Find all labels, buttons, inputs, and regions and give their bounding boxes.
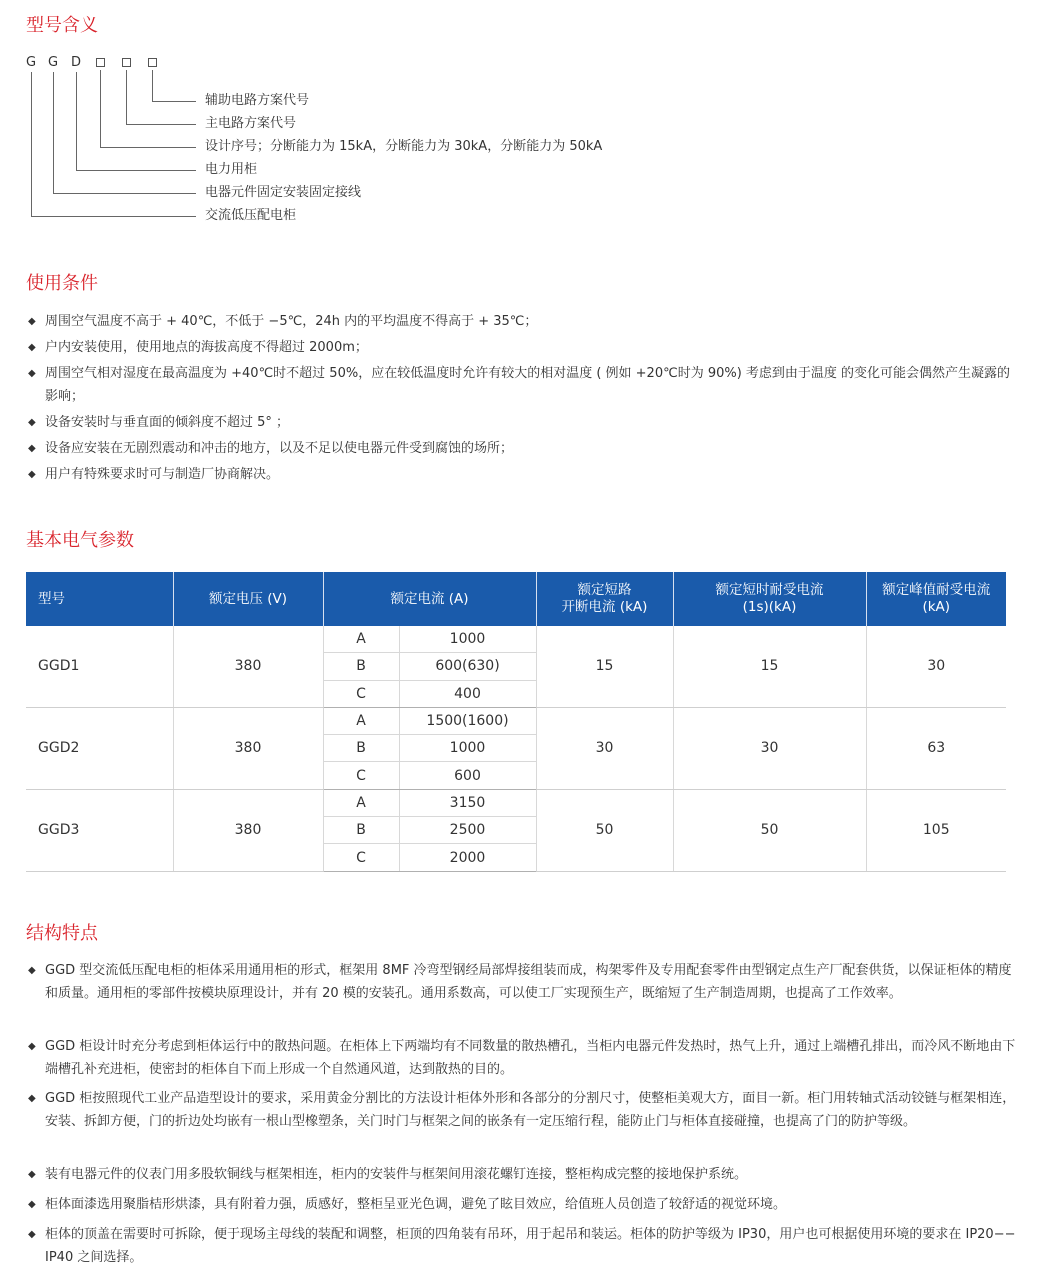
cell-grade: C bbox=[323, 844, 399, 871]
params-title: 基本电气参数 bbox=[26, 530, 134, 551]
header-current: 额定电流 (A) bbox=[323, 572, 536, 626]
code-placeholder-box-3 bbox=[148, 58, 157, 67]
connector-line-design-h bbox=[100, 147, 196, 148]
condition-item: ◆ 设备应安装在无剧烈震动和冲击的地方，以及不足以使电器元件受到腐蚀的场所； bbox=[28, 437, 1018, 460]
cell-peak: 30 bbox=[866, 626, 1006, 707]
cell-grade: A bbox=[323, 707, 399, 734]
structure-item: ◆ 装有电器元件的仪表门用多股软铜线与框架相连，柜内的安装件与框架间用滚花螺钉连接，整柜构成完整的接地保护系统。 bbox=[28, 1163, 1018, 1186]
structure-item: ◆ GGD 型交流低压配电柜的柜体采用通用柜的形式，框架用 8MF 冷弯型钢经局部焊接组装而成，构架零件及专用配套零件由型钢定点生产厂配套供货，以保证柜体的精度和质量。通用柜的零部件按模块原理设计，并有 20 模的安装孔。通用系数高，可以使工厂实现预生产，既缩短了生产制造周期，也提高了工作效率。 bbox=[28, 959, 1018, 1005]
cell-grade: B bbox=[323, 653, 399, 680]
cell-model: GGD3 bbox=[26, 789, 173, 871]
connector-line-main-h bbox=[126, 124, 196, 125]
cell-current: 3150 bbox=[399, 789, 536, 816]
code-letter-g1: G bbox=[26, 55, 37, 70]
code-letter-g2: G bbox=[48, 55, 59, 70]
connector-line-design bbox=[100, 70, 101, 147]
bullet-diamond-icon: ◆ bbox=[28, 1199, 36, 1210]
cell-short-time: 15 bbox=[673, 626, 866, 707]
structure-item: ◆ 柜体的顶盖在需要时可拆除，便于现场主母线的装配和调整，柜顶的四角装有吊环，用于起吊和装运。柜体的防护等级为 IP30，用户也可根据使用环境的要求在 IP20−− IP40 之间选择。 bbox=[28, 1223, 1018, 1269]
table-row bbox=[26, 707, 1006, 734]
cell-current: 2000 bbox=[399, 844, 536, 871]
header-peak: 额定峰值耐受电流 (kA) bbox=[866, 572, 1006, 626]
connector-line-aux-h bbox=[152, 101, 196, 102]
model-label-fixed-install: 电器元件固定安装固定接线 bbox=[205, 185, 362, 200]
cell-grade: B bbox=[323, 817, 399, 844]
bullet-diamond-icon: ◆ bbox=[28, 965, 36, 976]
table-header-row bbox=[26, 572, 1006, 626]
connector-line-main bbox=[126, 70, 127, 124]
condition-item: ◆ 周围空气相对湿度在最高温度为 +40℃时不超过 50%，应在较低温度时允许有较大的相对温度 ( 例如 +20℃时为 90%) 考虑到由于温度 的变化可能会偶然产生凝露的影响； bbox=[28, 362, 1018, 408]
bullet-diamond-icon: ◆ bbox=[28, 1041, 36, 1052]
connector-line-power-h bbox=[76, 170, 196, 171]
cell-grade: A bbox=[323, 789, 399, 816]
code-placeholder-box-1 bbox=[96, 58, 105, 67]
bullet-diamond-icon: ◆ bbox=[28, 1093, 36, 1104]
model-label-aux-circuit: 辅助电路方案代号 bbox=[205, 93, 310, 108]
structure-item: ◆ GGD 柜按照现代工业产品造型设计的要求，采用黄金分割比的方法设计柜体外形和各部分的分割尺寸，使整柜美观大方，面目一新。柜门用转轴式活动铰链与框架相连，安装、拆卸方便，门的折边处均嵌有一根山型橡塑条，关门时门与框架之间的嵌条有一定压缩行程，能防止门与柜体直接碰撞，也提高了门的防护等级。 bbox=[28, 1087, 1018, 1133]
condition-item: ◆ 周围空气温度不高于 + 40℃，不低于 −5℃，24h 内的平均温度不得高于 + 35℃； bbox=[28, 310, 1018, 333]
header-breaking: 额定短路 开断电流 (kA) bbox=[536, 572, 673, 626]
cell-grade: A bbox=[323, 626, 399, 653]
connector-line-power bbox=[76, 72, 77, 170]
header-model: 型号 bbox=[26, 572, 173, 626]
condition-item: ◆ 设备安装时与垂直面的倾斜度不超过 5° ； bbox=[28, 411, 1018, 434]
header-short-time: 额定短时耐受电流 (1s)(kA) bbox=[673, 572, 866, 626]
cell-grade: C bbox=[323, 680, 399, 707]
bullet-diamond-icon: ◆ bbox=[28, 368, 36, 379]
cell-voltage: 380 bbox=[173, 707, 323, 789]
cell-short-time: 30 bbox=[673, 707, 866, 789]
bullet-diamond-icon: ◆ bbox=[28, 443, 36, 454]
cell-voltage: 380 bbox=[173, 789, 323, 871]
params-table bbox=[26, 572, 1006, 872]
code-letter-d: D bbox=[71, 55, 82, 70]
cell-model: GGD2 bbox=[26, 707, 173, 789]
connector-line-aux bbox=[152, 70, 153, 101]
table-row bbox=[26, 789, 1006, 816]
model-label-power-cabinet: 电力用柜 bbox=[205, 162, 258, 177]
structure-item: ◆ 柜体面漆选用聚脂桔形烘漆，具有附着力强，质感好，整柜呈亚光色调，避免了眩目效应，给值班人员创造了较舒适的视觉环境。 bbox=[28, 1193, 1018, 1216]
cell-short-time: 50 bbox=[673, 789, 866, 871]
structure-item: ◆ GGD 柜设计时充分考虑到柜体运行中的散热问题。在柜体上下两端均有不同数量的散热槽孔，当柜内电器元件发热时，热气上升，通过上端槽孔排出，而冷风不断地由下端槽孔补充进柜，使密封的柜体自下而上形成一个自然通风道，达到散热的目的。 bbox=[28, 1035, 1018, 1081]
model-meaning-title: 型号含义 bbox=[26, 15, 98, 36]
cell-breaking: 50 bbox=[536, 789, 673, 871]
cell-model: GGD1 bbox=[26, 626, 173, 707]
cell-breaking: 30 bbox=[536, 707, 673, 789]
bullet-diamond-icon: ◆ bbox=[28, 469, 36, 480]
connector-line-fixed bbox=[53, 72, 54, 193]
bullet-diamond-icon: ◆ bbox=[28, 417, 36, 428]
bullet-diamond-icon: ◆ bbox=[28, 342, 36, 353]
structure-title: 结构特点 bbox=[26, 923, 98, 944]
header-voltage: 额定电压 (V) bbox=[173, 572, 323, 626]
condition-item: ◆ 户内安装使用，使用地点的海拔高度不得超过 2000m； bbox=[28, 336, 1018, 359]
connector-line-ac-h bbox=[31, 216, 196, 217]
cell-peak: 105 bbox=[866, 789, 1006, 871]
cell-current: 2500 bbox=[399, 817, 536, 844]
condition-item: ◆ 用户有特殊要求时可与制造厂协商解决。 bbox=[28, 463, 1018, 486]
cell-current: 600(630) bbox=[399, 653, 536, 680]
bullet-diamond-icon: ◆ bbox=[28, 316, 36, 327]
cell-voltage: 380 bbox=[173, 626, 323, 707]
cell-grade: B bbox=[323, 735, 399, 762]
cell-current: 1500(1600) bbox=[399, 707, 536, 734]
cell-current: 400 bbox=[399, 680, 536, 707]
cell-current: 1000 bbox=[399, 735, 536, 762]
model-label-main-circuit: 主电路方案代号 bbox=[205, 116, 297, 131]
connector-line-ac bbox=[31, 72, 32, 216]
conditions-title: 使用条件 bbox=[26, 273, 98, 294]
model-label-design-number: 设计序号；分断能力为 15kA，分断能力为 30kA，分断能力为 50kA bbox=[205, 139, 603, 154]
code-placeholder-box-2 bbox=[122, 58, 131, 67]
cell-current: 600 bbox=[399, 762, 536, 789]
bullet-diamond-icon: ◆ bbox=[28, 1169, 36, 1180]
cell-peak: 63 bbox=[866, 707, 1006, 789]
cell-grade: C bbox=[323, 762, 399, 789]
cell-current: 1000 bbox=[399, 626, 536, 653]
table-row bbox=[26, 626, 1006, 653]
model-label-ac-cabinet: 交流低压配电柜 bbox=[205, 208, 297, 223]
bullet-diamond-icon: ◆ bbox=[28, 1229, 36, 1240]
cell-breaking: 15 bbox=[536, 626, 673, 707]
connector-line-fixed-h bbox=[53, 193, 196, 194]
